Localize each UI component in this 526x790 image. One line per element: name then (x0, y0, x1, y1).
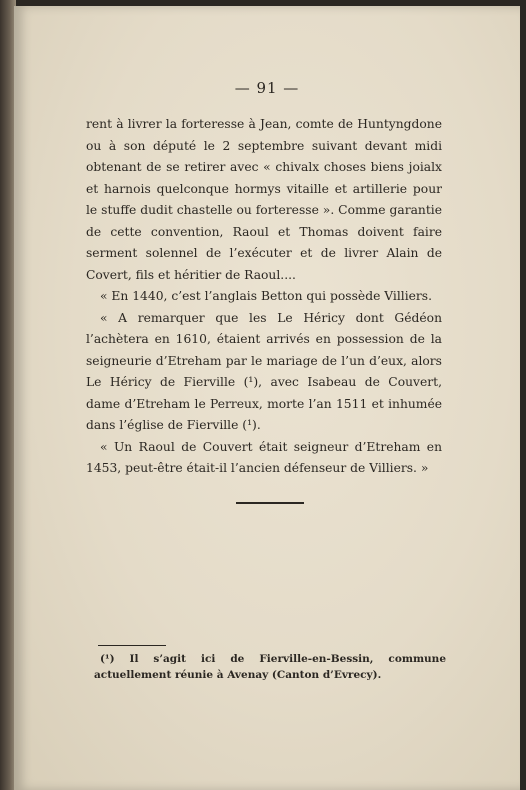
section-divider (236, 502, 304, 504)
body-text (86, 114, 442, 480)
footnote (94, 651, 446, 683)
page-number: — 91 — (234, 79, 300, 97)
footnote-text: (¹) Il s’agit ici de Fierville-en-Bessin, commune actuellement réunie à Avenay (Canton d’Evrecy). (94, 653, 446, 681)
book-page (14, 6, 520, 790)
paragraph-4: « Un Raoul de Couvert était seigneur d’Etreham en 1453, peut-être était-il l’ancien défenseur de Villiers. » (86, 439, 442, 475)
paragraph-3: « A remarquer que les Le Héricy dont Gédéon l’achètera en 1610, étaient arrivés en possession de la seigneurie d’Etreham par le mariage de l’un d’eux, alors Le Héricy de Fierville (¹), avec Isabeau de Couvert, dame d’Etreham le Perreux, morte l’an 1511 et inhumée dans l’église de Fierville (¹). (86, 310, 442, 432)
paragraph-1: rent à livrer la forteresse à Jean, comte de Huntyngdone ou à son député le 2 septembre suivant devant midi obtenant de se retirer avec « chivalx choses biens joialx et harnois quelconque hormys vitaille et artillerie pour le stuffe dudit chastelle ou forteresse ». Comme garantie de cette convention, Raoul et Thomas doivent faire serment solennel de l’exécuter et de livrer Alain de Covert, fils et héritier de Raoul.... (86, 117, 442, 282)
footnote-rule (98, 645, 166, 646)
paragraph-2: « En 1440, c’est l’anglais Betton qui possède Villiers. (100, 289, 433, 303)
